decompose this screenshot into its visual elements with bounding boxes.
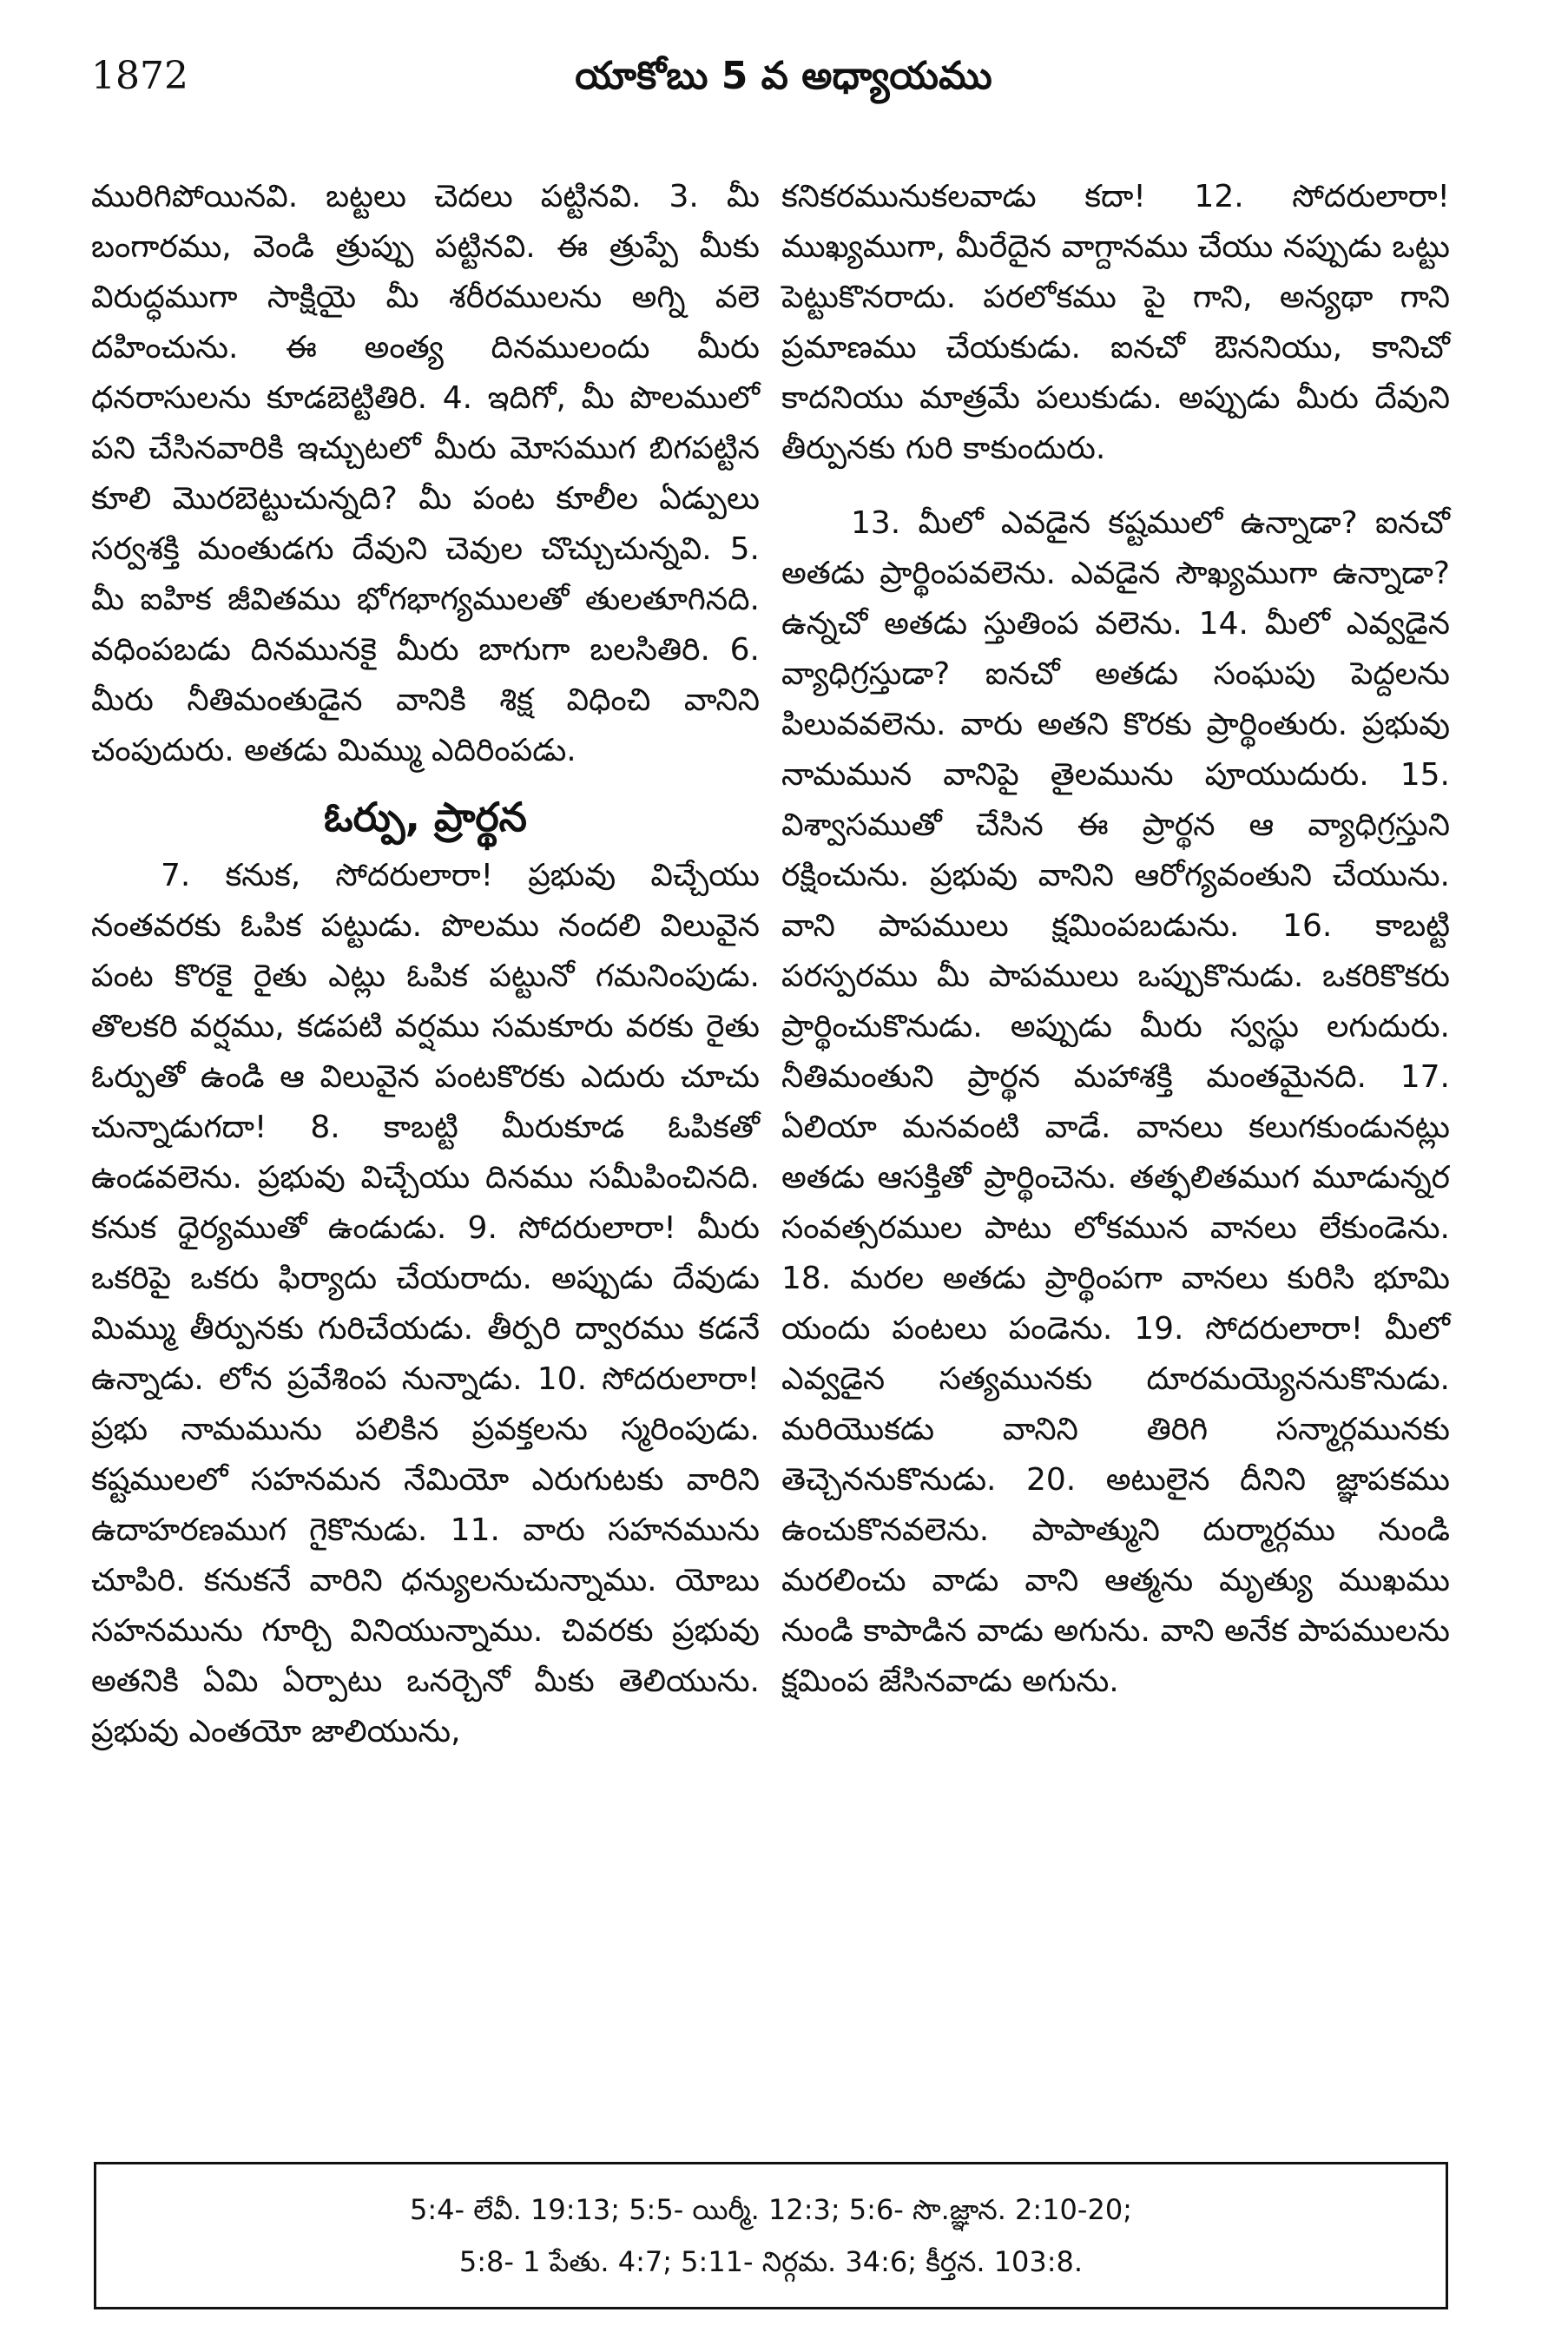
left-column	[91, 172, 760, 1757]
reference-line-1: 5:4- లేవీ. 19:13; 5:5- యిర్మీ. 12:3; 5:6- సొ.జ్ఞాన. 2:10-20;	[410, 2193, 1132, 2226]
left-body-paragraph: 7. కనుక, సోదరులారా! ప్రభువు విచ్చేయు నంతవరకు ఓపిక పట్టుడు. పొలము నందలి విలువైన పంట కొరకై రైతు ఎట్లు ఓపిక పట్టునో గమనింపుడు. తొలకరి వర్షము, కడపటి వర్షము సమకూరు వరకు రైతు ఓర్పుతో ఉండి ఆ విలువైన పంటకొరకు ఎదురు చూచు చున్నాడుగదా! 8. కాబట్టి మీరుకూడ ఓపికతో ఉండవలెను. ప్రభువు విచ్చేయు దినము సమీపించినది. కనుక ధైర్యముతో ఉండుడు. 9. సోదరులారా! మీరు ఒకరిపై ఒకరు ఫిర్యాదు చేయరాదు. అప్పుడు దేవుడు మిమ్ము తీర్పునకు గురిచేయడు. తీర్పరి ద్వారము కడనే ఉన్నాడు. లోన ప్రవేశింప నున్నాడు. 10. సోదరులారా! ప్రభు నామమును పలికిన ప్రవక్తలను స్మరింపుడు. కష్టములలో సహనమన నేమియో ఎరుగుటకు వారిని ఉదాహరణముగ గైకొనుడు. 11. వారు సహనమును చూపిరి. కనుకనే వారిని ధన్యులనుచున్నాము. యోబు సహనమును గూర్చి వినియున్నాము. చివరకు ప్రభువు అతనికి ఏమి ఏర్పాటు ఒనర్చెనో మీకు తెలియును. ప్రభువు ఎంతయో జాలియును,	[91, 858, 760, 1749]
section-heading: ఓర్పు, ప్రార్థన	[324, 794, 527, 840]
left-intro-paragraph: మురిగిపోయినవి. బట్టలు చెదలు పట్టినవి. 3. మీ బంగారము, వెండి త్రుప్పు పట్టినవి. ఈ త్రుప్పే మీకు విరుద్ధముగా సాక్షియై మీ శరీరములను అగ్ని వలె దహించును. ఈ అంత్య దినములందు మీరు ధనరాసులను కూడబెట్టితిరి. 4. ఇదిగో, మీ పొలములో పని చేసినవారికి ఇచ్చుటలో మీరు మోసముగ బిగపట్టిన కూలి మొరబెట్టుచున్నది? మీ పంట కూలీల ఏడ్పులు సర్వశక్తి మంతుడగు దేవుని చెవుల చొచ్చుచున్నవి. 5. మీ ఐహిక జీవితము భోగభాగ్యములతో తులతూగినది. వధింపబడు దినమునకై మీరు బాగుగా బలసితిరి. 6. మీరు నీతిమంతుడైన వానికి శిక్ష విధించి వానిని చంపుదురు. అతడు మిమ్ము ఎదిరింపడు.	[91, 179, 760, 768]
reference-line-2: 5:8- 1 పేతు. 4:7; 5:11- నిర్గమ. 34:6; కీర్తన. 103:8.	[458, 2245, 1084, 2278]
cross-reference-box	[94, 2162, 1448, 2309]
page-header	[91, 54, 1476, 123]
page-number: 1872	[91, 54, 188, 98]
right-paragraph-2: 13. మీలో ఎవడైన కష్టములో ఉన్నాడా? ఐనచో అతడు ప్రార్థింపవలెను. ఎవడైన సౌఖ్యముగా ఉన్నాడా? ఉన్నచో అతడు స్తుతింప వలెను. 14. మీలో ఎవ్వడైన వ్యాధిగ్రస్తుడా? ఐనచో అతడు సంఘపు పెద్దలను పిలువవలెను. వారు అతని కొరకు ప్రార్థింతురు. ప్రభువు నామమున వానిపై తైలమును పూయుదురు. 15. విశ్వాసముతో చేసిన ఈ ప్రార్థన ఆ వ్యాధిగ్రస్తుని రక్షించును. ప్రభువు వానిని ఆరోగ్యవంతుని చేయును. వాని పాపములు క్షమింపబడును. 16. కాబట్టి పరస్పరము మీ పాపములు ఒప్పుకొనుడు. ఒకరికొకరు ప్రార్థించుకొనుడు. అప్పుడు మీరు స్వస్థు లగుదురు. నీతిమంతుని ప్రార్థన మహాశక్తి మంతమైనది. 17. ఏలియా మనవంటి వాడే. వానలు కలుగకుండునట్లు అతడు ఆసక్తితో ప్రార్థించెను. తత్ఫలితముగ మూడున్నర సంవత్సరముల పాటు లోకమున వానలు లేకుండెను. 18. మరల అతడు ప్రార్థింపగా వానలు కురిసి భూమి యందు పంటలు పండెను. 19. సోదరులారా! మీలో ఎవ్వడైన సత్యమునకు దూరమయ్యెననుకొనుడు. మరియొకడు వానిని తిరిగి సన్మార్గమునకు తెచ్చెననుకొనుడు. 20. అటులైన దీనిని జ్ఞాపకము ఉంచుకొనవలెను. పాపాత్ముని దుర్మార్గము నుండి మరలించు వాడు వాని ఆత్మను మృత్యు ముఖము నుండి కాపాడిన వాడు అగును. వాని అనేక పాపములను క్షమింప జేసినవాడు అగును.	[781, 505, 1450, 1699]
right-column	[781, 172, 1450, 1707]
running-title: యాకోబు 5 వ అధ్యాయము	[575, 54, 992, 98]
right-paragraph-1: కనికరమునుకలవాడు కదా! 12. సోదరులారా! ముఖ్యముగా, మీరేదైన వాగ్దానము చేయు నప్పుడు ఒట్టు పెట్టుకొనరాదు. పరలోకము పై గాని, అన్యథా గాని ప్రమాణము చేయకుడు. ఐనచో ఔననియు, కానిచో కాదనియు మాత్రమే పలుకుడు. అప్పుడు మీరు దేవుని తీర్పునకు గురి కాకుందురు.	[781, 179, 1450, 466]
